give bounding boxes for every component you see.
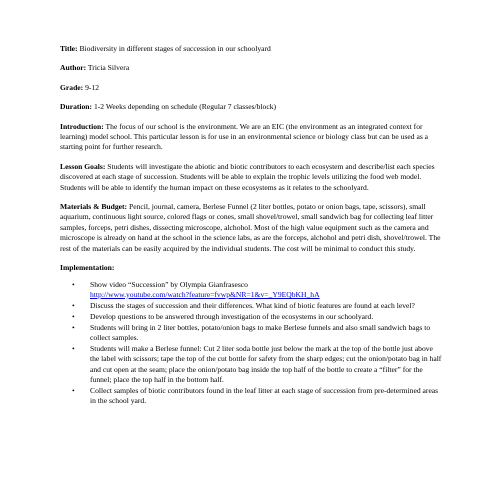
lesson-plan-document	[60, 44, 442, 407]
step-text: Show video “Succession” by Olympia Gianfrasesco	[90, 279, 248, 289]
lesson-goals-text: Students will investigate the abiotic and biotic contributors to each ecosystem and describe/list each species discovered at each stage of succession. Students will be able to explain the trophic levels utilizing the food web model. Students will be able to identify the human impact on these ecosystems as it relates to the schoolyard.	[60, 161, 435, 192]
duration-text: 1-2 Weeks depending on schedule (Regular 7 classes/block)	[92, 102, 277, 112]
grade-label: Grade:	[60, 82, 84, 92]
materials-text: Pencil, journal, camera, Berlese Funnel (2 liter bottles, potato or onion bags, tape, scissors), small aquarium, continuous light source, colored flags or cones, small shovel/trowel, small sandwich bag for collecting leaf litter samples, forceps, petri dishes, dissecting microscope, alchohol. Most of the high value equipment such as the camera and microscope is already on hand at the school in the science labs, as are the forceps, alchohol and petri dish, shovel/trowel. The rest of the materials can be easily acquired by the individual students. The cost will be minimal to conduct this study.	[60, 202, 441, 253]
title-text: Biodiversity in different stages of succession in our schoolyard	[77, 44, 271, 53]
step-item	[60, 312, 442, 322]
materials-paragraph	[60, 202, 442, 254]
title-line	[60, 44, 442, 54]
step-text: Collect samples of biotic contributors found in the leaf litter at each stage of succession from pre-determined areas in the school yard.	[90, 386, 439, 406]
title-label: Title:	[60, 44, 78, 53]
step-item	[60, 323, 442, 344]
step-text: Students will make a Berlese funnel: Cut 2 liter soda bottle just below the mark at the top of the bottle just above the label with scissors; tape the top of the cut bottle for safety from the sharp edges; cut the onion/potato bag in half and cut open at the seam; place the onion/potato bag inside the top half of the bottle to create a “filter” for the funnel; place the top half in the bottom half.	[90, 343, 442, 385]
materials-label: Materials & Budget:	[60, 202, 128, 212]
lesson-goals-paragraph	[60, 162, 442, 193]
implementation-heading	[60, 263, 442, 273]
implementation-steps	[60, 280, 442, 407]
implementation-label: Implementation:	[60, 263, 115, 273]
bullet-icon: •	[72, 279, 75, 289]
introduction-paragraph	[60, 122, 442, 153]
duration-label: Duration:	[60, 102, 93, 112]
step-item	[60, 386, 442, 407]
author-label: Author:	[60, 63, 87, 73]
bullet-icon: •	[72, 300, 75, 310]
step-text: Develop questions to be answered through investigation of the ecosystems in our schoolyard.	[90, 311, 374, 321]
video-link[interactable]: http://www.youtube.com/watch?feature=fvwp&NR=1&v=_Y9EQbKH_hA	[90, 289, 320, 299]
author-line	[60, 63, 442, 73]
bullet-icon: •	[72, 386, 75, 396]
step-item	[60, 344, 442, 386]
bullet-icon: •	[72, 322, 75, 332]
introduction-label: Introduction:	[60, 121, 104, 131]
step-text: Discuss the stages of succession and their differences. What kind of biotic features are found at each level?	[90, 300, 415, 310]
step-item	[60, 301, 442, 311]
grade-text: 9-12	[83, 82, 100, 92]
grade-line	[60, 83, 442, 93]
author-text: Tricia Silvera	[86, 63, 130, 73]
duration-line	[60, 102, 442, 112]
bullet-icon: •	[72, 311, 75, 321]
bullet-icon: •	[72, 343, 75, 353]
lesson-goals-label: Lesson Goals:	[60, 161, 106, 171]
step-text: Students will bring in 2 liter bottles, potato/onion bags to make Berlese funnels and also small sandwich bags to collect samples.	[90, 322, 431, 343]
step-item	[60, 280, 442, 301]
introduction-text: The focus of our school is the environment. We are an EIC (the environment as an integrated context for learning) model school. This particular lesson is for use in an environmental science or biology class but can be used as a starting point for further research.	[60, 121, 429, 152]
